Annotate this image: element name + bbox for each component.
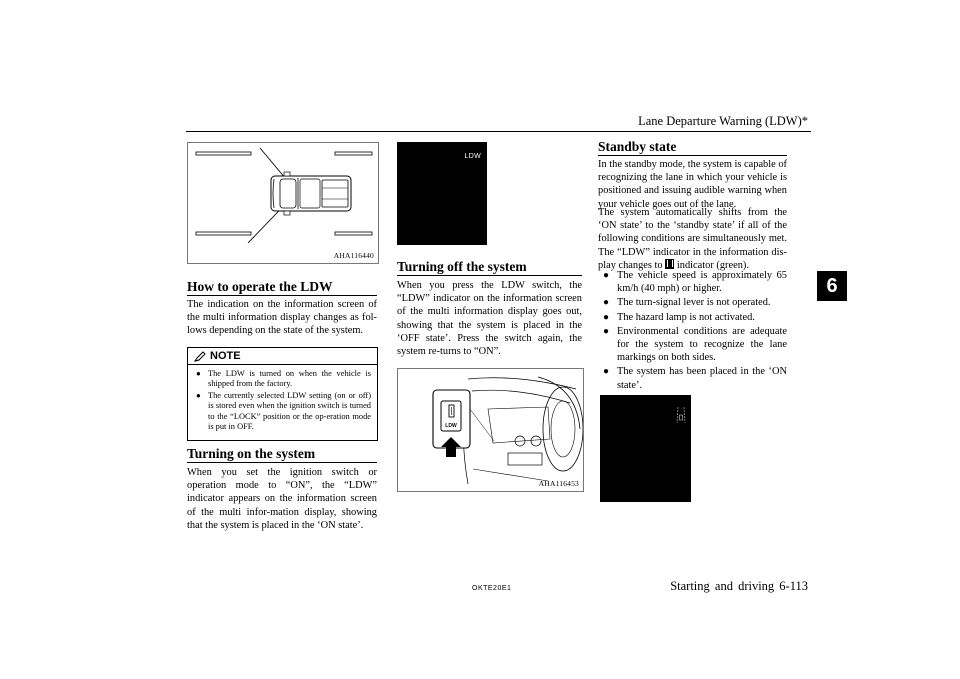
bullet-icon: ●: [603, 366, 610, 378]
note-title: [188, 348, 377, 365]
list-item: ● The vehicle speed is approximately 65 km/h (40 mph) or higher.: [603, 270, 787, 295]
note-item: ● The currently selected LDW setting (on or off) is stored even when the ignition switch is turned to the “LOCK” position or the op-eration mode is put in OFF.: [196, 390, 371, 432]
note-list: [196, 369, 371, 432]
switch-label: LDW: [445, 423, 457, 429]
page-number: Starting and driving 6-113: [670, 579, 808, 593]
lane-indicator-icon: [675, 406, 687, 424]
bullet-icon: ●: [603, 325, 610, 337]
note-box: [187, 347, 378, 441]
list-item: ● Environmental conditions are adequate for the system to recognize the lane markings on both sides.: [603, 325, 787, 364]
note-pencil-icon: [194, 351, 206, 362]
list-item: ● The hazard lamp is not activated.: [603, 311, 755, 323]
ldw-on-screen: [397, 142, 487, 245]
list-item: ● The system has been placed in the ‘ON state’.: [603, 366, 787, 391]
turning-off-text: When you press the LDW switch, the “LDW” indicator on the information screen of the multi information display goes out, showing that the system is placed in the ‘OFF state’. Press the switch again, the system re-turns to “ON”.: [397, 280, 582, 358]
lane-indicator-icon: [665, 259, 674, 269]
bullet-icon: ●: [603, 297, 610, 309]
standby-screen: [600, 395, 691, 502]
note-label: NOTE: [210, 350, 241, 362]
header-rule: [186, 131, 811, 132]
heading-how-to-operate: How to operate the LDW: [187, 279, 377, 296]
figure-code: AHA116453: [538, 479, 579, 488]
lane-diagram-figure: [187, 142, 379, 264]
standby-conditions-list: [603, 269, 787, 393]
standby-text-1: In the standby mode, the system is capable of recognizing the lane in which your vehicle is positioned and issuing audible warning when your vehicle goes out of the lane.: [598, 159, 788, 210]
how-to-operate-text: The indication on the information screen of the multi information display changes as fol-lows depending on the state of the system.: [187, 299, 377, 337]
ldw-screen-label: LDW: [464, 153, 481, 160]
heading-turning-off: Turning off the system: [397, 259, 582, 276]
turning-on-text: When you set the ignition switch or operation mode to “ON”, the “LDW” indicator appears on the information screen of the multi infor-mation display, showing that the system is placed in the ‘ON state’.: [187, 467, 377, 531]
figure-code: AHA116440: [333, 251, 374, 260]
bullet-icon: ●: [603, 311, 610, 323]
bullet-icon: ●: [196, 369, 201, 378]
bullet-icon: ●: [603, 270, 610, 281]
heading-standby: Standby state: [598, 139, 787, 156]
note-item: ● The LDW is turned on when the vehicle is shipped from the factory.: [196, 369, 371, 389]
list-item: ● The turn-signal lever is not operated.: [603, 297, 771, 309]
ldw-switch-figure: [397, 368, 584, 492]
bullet-icon: ●: [196, 390, 201, 400]
standby-text-2: The system automatically shifts from the ‘ON state’ to the ‘standby state’ if all of the following conditions are simultaneously met. The “LDW” indicator in the information dis-play changes to indicator (green).: [598, 207, 787, 271]
lane-departure-diagram: [188, 143, 378, 263]
document-code: OKTE20E1: [472, 585, 512, 592]
running-title: Lane Departure Warning (LDW)*: [638, 114, 808, 128]
heading-turning-on: Turning on the system: [187, 446, 377, 463]
dashboard-switch-illustration: [398, 369, 583, 491]
chapter-tab: 6: [817, 271, 847, 301]
